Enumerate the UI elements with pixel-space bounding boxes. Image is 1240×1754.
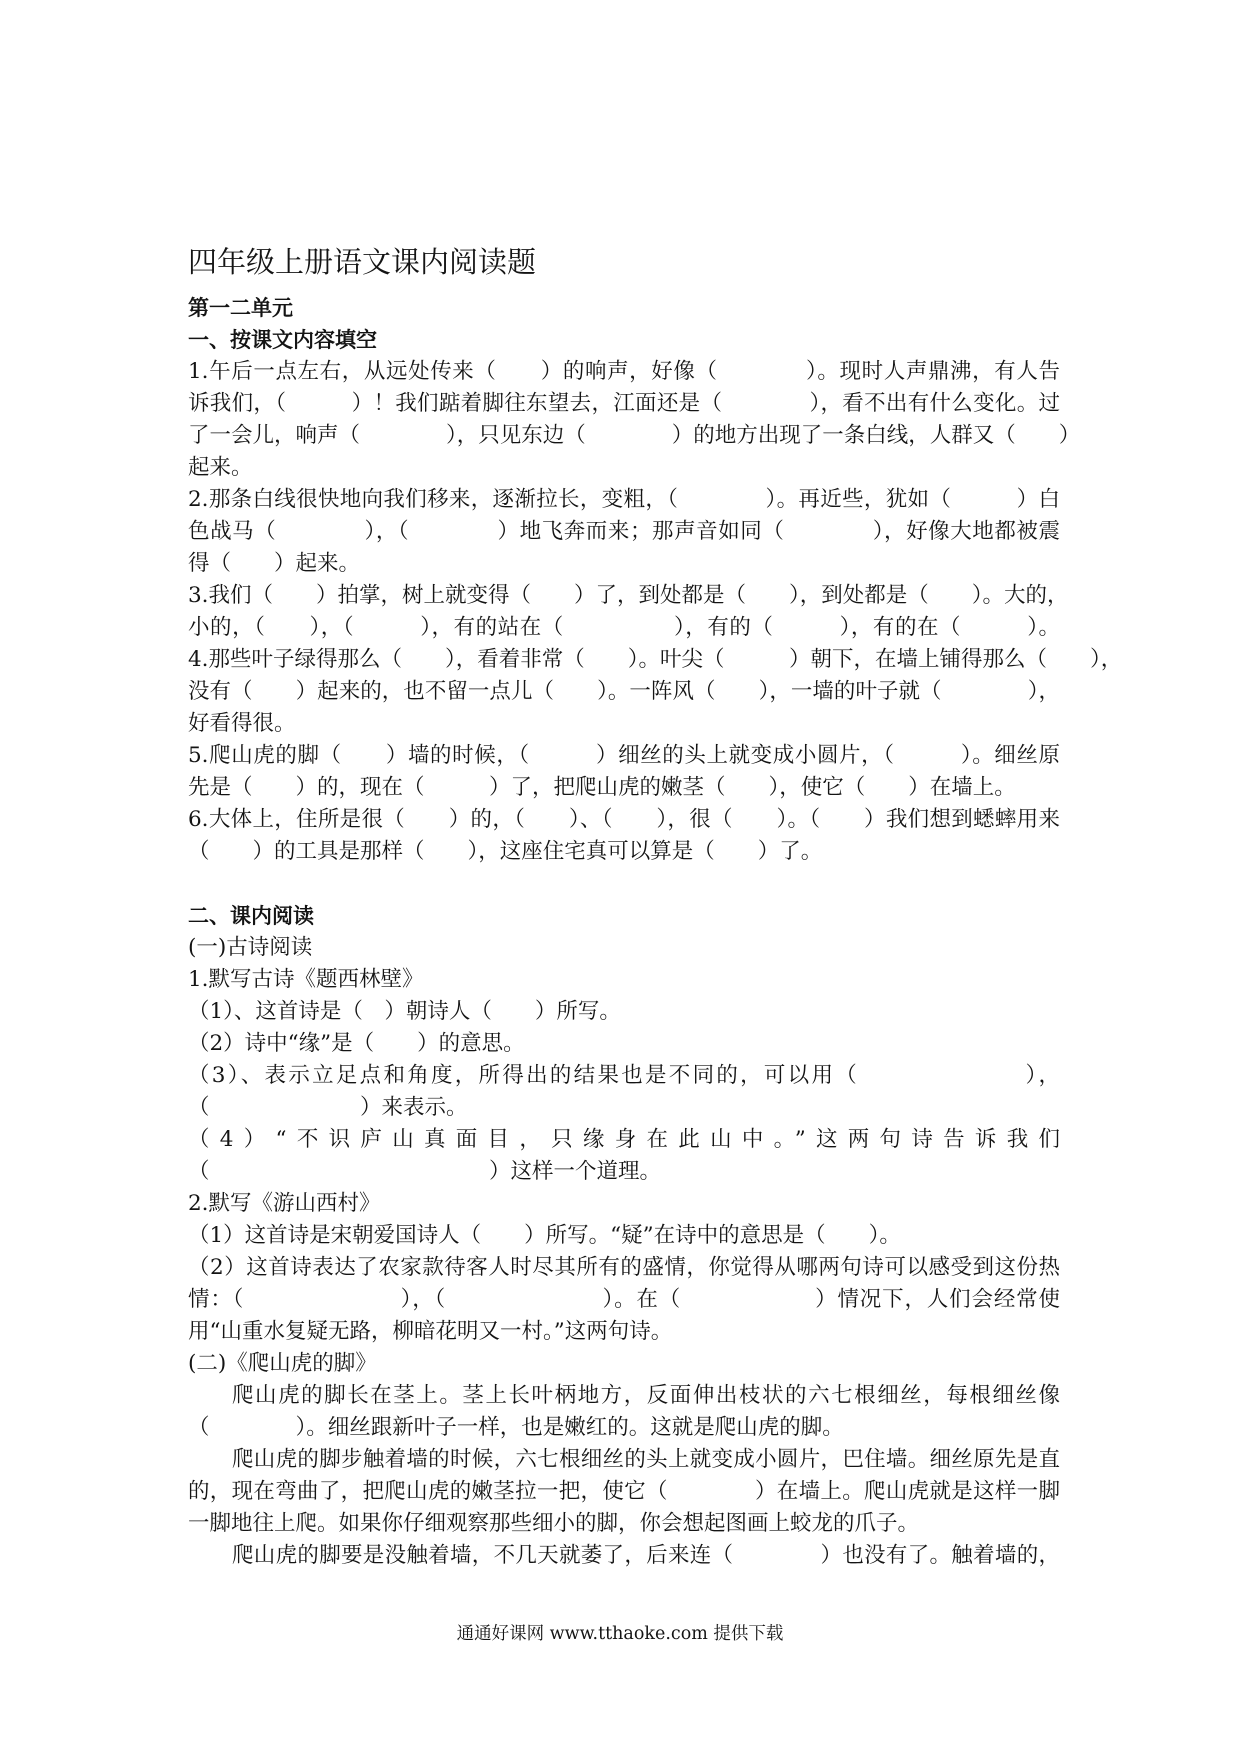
passage-line: 爬山虎的脚长在茎上。茎上长叶柄地方，反面伸出枝状的六七根细丝，每根细丝像 [232,1383,1060,1408]
text-line: 2.那条白线很快地向我们移来，逐渐拉长，变粗，（ ）。再近些，犹如（ ）白 [188,487,1060,512]
section-heading-reading: 二、课内阅读 [188,904,314,928]
text-line: 诉我们，（ ）！我们踮着脚往东望去，江面还是（ ），看不出有什么变化。过 [188,391,1060,416]
passage-line: （ ）。细丝跟新叶子一样，也是嫩红的。这就是爬山虎的脚。 [188,1415,844,1440]
passage-line: 爬山虎的脚步触着墙的时候，六七根细丝的头上就变成小圆片，巴住墙。细丝原先是直 [232,1447,1060,1472]
text-line: 好看得很。 [188,711,296,736]
text-line: （ ）的工具是那样（ ），这座住宅真可以算是（ ）了。 [188,839,823,864]
question-line: （2）这首诗表达了农家款待客人时尽其所有的盛情，你觉得从哪两句诗可以感受到这份热 [188,1255,1060,1280]
question-line: （2）诗中“缘”是（ ）的意思。 [188,1031,525,1056]
question-line: （ ）这样一个道理。 [188,1159,662,1184]
passage-line: 爬山虎的脚要是没触着墙，不几天就萎了，后来连（ ）也没有了。触着墙的， [232,1543,1060,1568]
question-line: 1.默写古诗《题西林壁》 [188,967,424,992]
text-line: 5.爬山虎的脚（ ）墙的时候，（ ）细丝的头上就变成小圆片，（ ）。细丝原 [188,743,1060,768]
text-line: 3.我们（ ）拍掌，树上就变得（ ）了，到处都是（ ），到处都是（ ）。大的， [188,583,1069,608]
text-line: 1.午后一点左右，从远处传来（ ）的响声，好像（ ）。现时人声鼎沸，有人告 [188,359,1060,384]
document-title: 四年级上册语文课内阅读题 [188,245,537,279]
section-heading-fill-in: 一、按课文内容填空 [188,328,377,352]
text-line: 没有（ ）起来的，也不留一点儿（ ）。一阵风（ ），一墙的叶子就（ ）， [188,679,1060,704]
unit-heading: 第一二单元 [188,296,293,320]
page-footer: 通通好课网 www.tthaoke.com 提供下载 [456,1624,784,1644]
text-line: 4.那些叶子绿得那么（ ），看着非常（ ）。叶尖（ ）朝下，在墙上铺得那么（ ）， [188,647,1123,672]
question-line: （1）这首诗是宋朝爱国诗人（ ）所写。“疑”在诗中的意思是（ ）。 [188,1223,901,1248]
question-line: 情：（ ），（ ）。在（ ）情况下，人们会经常使 [188,1287,1060,1312]
text-line: 起来。 [188,455,253,480]
text-line: 得（ ）起来。 [188,551,361,576]
text-line: 色战马（ ），（ ）地飞奔而来；那声音如同（ ），好像大地都被震 [188,519,1060,544]
question-line: 用“山重水复疑无路，柳暗花明又一村。”这两句诗。 [188,1319,673,1344]
question-line: （3）、表示立足点和角度，所得出的结果也是不同的，可以用（ ）， [188,1063,1060,1088]
subsection-heading: (一)古诗阅读 [188,935,313,960]
text-line: 了一会儿，响声（ ），只见东边（ ）的地方出现了一条白线，人群又（ ） [188,423,1081,448]
subsection-heading: (二)《爬山虎的脚》 [188,1351,377,1376]
passage-line: 一脚地往上爬。如果你仔细观察那些细小的脚，你会想起图画上蛟龙的爪子。 [188,1511,920,1536]
text-line: 先是（ ）的，现在（ ）了，把爬山虎的嫩茎（ ），使它（ ）在墙上。 [188,775,1016,800]
text-line: 小的，（ ），（ ），有的站在（ ），有的（ ），有的在（ ）。 [188,615,1060,640]
question-line: （ ）来表示。 [188,1095,468,1120]
question-line: （4）“不识庐山真面目，只缘身在此山中。”这两句诗告诉我们 [188,1127,1060,1152]
passage-line: 的，现在弯曲了，把爬山虎的嫩茎拉一把，使它（ ）在墙上。爬山虎就是这样一脚 [188,1479,1060,1504]
text-line: 6.大体上，住所是很（ ）的，（ ）、（ ），很（ ）。（ ）我们想到蟋蟀用来 [188,807,1060,832]
question-line: （1）、这首诗是（ ）朝诗人（ ）所写。 [188,999,621,1024]
question-line: 2.默写《游山西村》 [188,1191,381,1216]
